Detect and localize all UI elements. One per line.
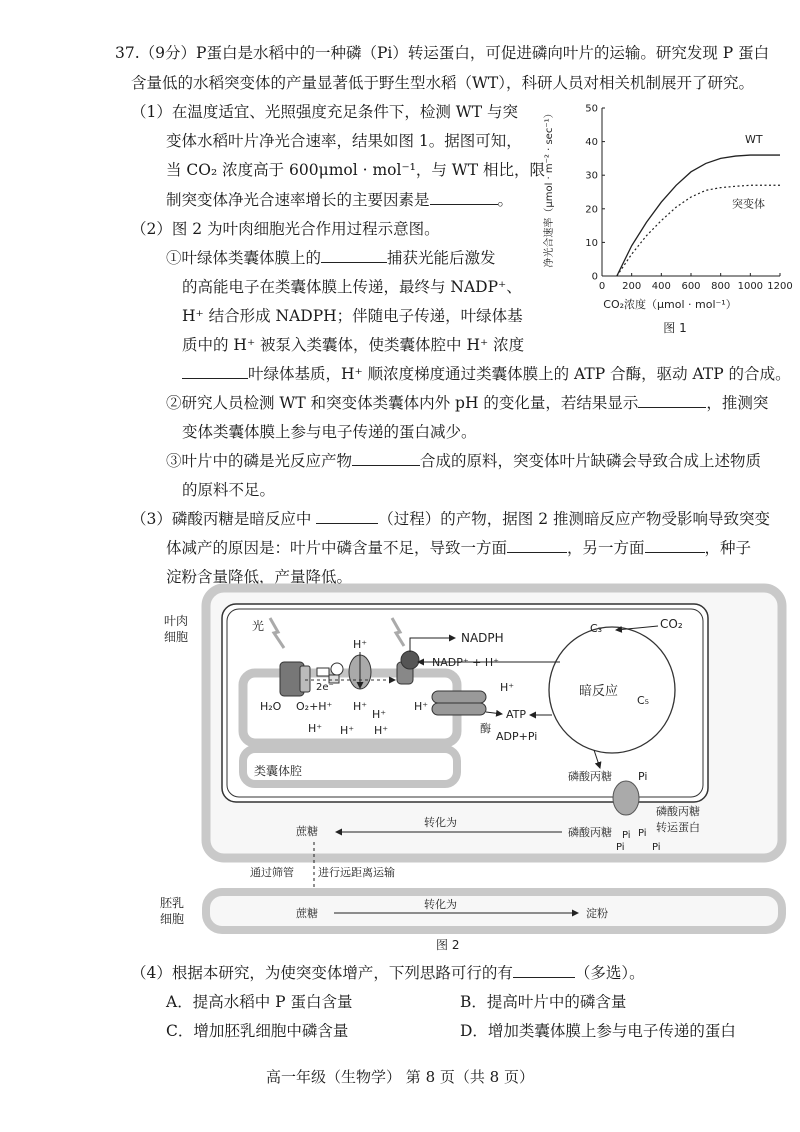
- mutant-legend-label: 突变体: [732, 197, 765, 211]
- part2b-text: ②研究人员检测 WT 和突变体类囊体内外 pH 的变化量，若结果显示: [166, 394, 639, 412]
- pi-label: Pi: [616, 842, 625, 853]
- part2b-line-1: [166, 392, 768, 414]
- h-plus-label: H⁺: [353, 700, 368, 713]
- water-label: H₂O: [260, 700, 282, 713]
- transport-label-1: 通过筛管: [250, 866, 294, 879]
- y-tick-label: 40: [585, 137, 598, 149]
- figure1-chart: [540, 96, 795, 346]
- part1-line-4: [166, 189, 513, 211]
- convert-label: 转化为: [424, 898, 457, 911]
- part1-line-2: 变体水稻叶片净光合速率，结果如图 1。据图可知，: [166, 132, 522, 150]
- answer-blank[interactable]: [182, 363, 248, 379]
- transporter-icon: [613, 781, 639, 815]
- answer-blank[interactable]: [645, 537, 705, 553]
- part3-line-3: 淀粉含量降低，产量降低。: [166, 568, 353, 586]
- option-a[interactable]: A．提高水稻中 P 蛋白含量: [166, 993, 353, 1011]
- light-label: 光: [252, 619, 265, 633]
- pi-label: Pi: [638, 828, 647, 839]
- y-tick-label: 30: [585, 170, 598, 182]
- h-plus-label: H⁺: [308, 722, 323, 735]
- option-c[interactable]: C．增加胚乳细胞中磷含量: [166, 1022, 349, 1040]
- part2c-line-1: [166, 450, 761, 472]
- h-plus-label: H⁺: [353, 638, 368, 651]
- x-tick-label: 400: [651, 281, 671, 292]
- part4-text: （4）根据本研究，为使突变体增产，下列思路可行的有: [131, 964, 513, 982]
- x-axis-label: CO₂浓度（μmol · mol⁻¹）: [603, 298, 737, 311]
- chart-series: [617, 133, 780, 276]
- co2-label: CO₂: [660, 617, 683, 631]
- part2a-text-2: 捕获光能后激发: [387, 249, 496, 267]
- sucrose-endosperm-label: 蔗糖: [296, 907, 318, 920]
- oxygen-label: O₂+H⁺: [296, 700, 333, 713]
- nadp-label: NADP⁺ + H⁺: [432, 656, 499, 669]
- part2a-line-5: [182, 363, 791, 385]
- x-tick-label: 0: [598, 281, 606, 292]
- wt-series-line: [617, 155, 780, 276]
- part3-text-4: ，另一方面: [567, 539, 645, 557]
- transporter-label-2: 转运蛋白: [656, 821, 700, 834]
- option-b[interactable]: B．提高叶片中的磷含量: [460, 993, 627, 1011]
- part2a-line-3: H⁺ 结合形成 NADPH；伴随电子传递，叶绿体基: [182, 307, 523, 325]
- answer-blank[interactable]: [513, 962, 575, 978]
- h-plus-label: H⁺: [372, 708, 387, 721]
- y-tick-label: 0: [591, 271, 598, 283]
- part3-text: （3）磷酸丙糖是暗反应中: [131, 510, 317, 528]
- electron-label: 2e⁻: [316, 682, 334, 693]
- pi-label: Pi: [638, 770, 648, 783]
- triose-phosphate-cytosol-label: 磷酸丙糖: [568, 826, 612, 839]
- endosperm-cell: [206, 892, 782, 930]
- x-tick-label: 200: [622, 281, 642, 292]
- atp-synthase-icon: [432, 703, 486, 715]
- part2-line-1: （2）图 2 为叶肉细胞光合作用过程示意图。: [131, 220, 440, 238]
- mesophyll-label-2: 细胞: [164, 630, 189, 644]
- part3-line-1: [131, 508, 770, 530]
- x-tick-label: 800: [711, 281, 731, 292]
- part1-line-1: （1）在温度适宜、光照强度充足条件下，检测 WT 与突: [131, 103, 518, 121]
- answer-blank[interactable]: [430, 189, 498, 205]
- c5-label: C₅: [637, 694, 650, 707]
- part2a-text: ①叶绿体类囊体膜上的: [166, 249, 322, 267]
- answer-blank[interactable]: [507, 537, 567, 553]
- answer-blank[interactable]: [316, 508, 378, 524]
- part1-line-3: 当 CO₂ 浓度高于 600μmol · mol⁻¹，与 WT 相比，限: [166, 161, 545, 179]
- part3-text-5: ，种子: [704, 539, 752, 557]
- transporter-label-1: 磷酸丙糖: [656, 805, 700, 818]
- part2a-line-2: 的高能电子在类囊体膜上传递，最终与 NADP⁺、: [182, 278, 522, 296]
- part2c-text-2: 合成的原料，突变体叶片缺磷会导致合成上述物质: [420, 452, 762, 470]
- q37-line-2: 含量低的水稻突变体的产量显著低于野生型水稻（WT），科研人员对相关机制展开了研究。: [131, 74, 755, 92]
- pi-label: Pi: [622, 830, 631, 841]
- part3-text-3: 体减产的原因是：叶片中磷含量不足，导致一方面: [166, 539, 508, 557]
- x-tick-label: 1200: [767, 281, 793, 292]
- y-tick-label: 10: [585, 237, 598, 249]
- pi-label: Pi: [652, 842, 661, 853]
- adp-label: ADP+Pi: [496, 730, 538, 743]
- endosperm-label-2: 细胞: [160, 912, 185, 926]
- part2b-line-2: 变体类囊体膜上参与电子传递的蛋白减少。: [182, 423, 477, 441]
- photosystem-ii-icon: [300, 666, 310, 692]
- figure2-diagram: [0, 580, 800, 965]
- triose-phosphate-label: 磷酸丙糖: [568, 770, 612, 783]
- option-d[interactable]: D．增加类囊体膜上参与电子传递的蛋白: [460, 1022, 736, 1040]
- part2a-line-4: 质中的 H⁺ 被泵入类囊体，使类囊体腔中 H⁺ 浓度: [182, 336, 525, 354]
- transport-label-2: 进行远距离运输: [318, 866, 395, 879]
- atp-label: ATP: [506, 708, 527, 721]
- part1-text: 制突变体净光合速率增长的主要因素是: [166, 191, 430, 209]
- part2c-text: ③叶片中的磷是光反应产物: [166, 452, 353, 470]
- photosystem-i-icon: [401, 651, 419, 669]
- answer-blank[interactable]: [321, 247, 387, 263]
- figure2-caption: 图 2: [436, 938, 460, 952]
- enzyme-label: 酶: [480, 722, 491, 735]
- h-plus-label: H⁺: [414, 700, 429, 713]
- lumen-label: 类囊体腔: [254, 764, 303, 778]
- sucrose-label: 蔗糖: [296, 825, 318, 838]
- y-tick-label: 50: [585, 103, 598, 115]
- atp-synthase-icon: [432, 691, 486, 703]
- part3-line-2: [166, 537, 751, 559]
- dark-reaction-label: 暗反应: [579, 684, 619, 699]
- part4-line-1: [131, 962, 645, 984]
- part2a-line-1: [166, 247, 496, 269]
- y-tick-label: 20: [585, 204, 598, 216]
- wt-legend-label: WT: [745, 133, 763, 147]
- h-plus-label: H⁺: [500, 681, 515, 694]
- answer-blank[interactable]: [638, 392, 706, 408]
- h-plus-label: H⁺: [340, 724, 355, 737]
- part4-text-2: （多选）。: [574, 964, 645, 982]
- x-tick-label: 600: [681, 281, 701, 292]
- electron-carrier-icon: [317, 668, 329, 676]
- y-axis-label: 净光合速率（μmol · m⁻² · sec⁻¹）: [544, 108, 555, 268]
- part3-text-2: （过程）的产物，据图 2 推测暗反应产物受影响导致突变: [378, 510, 771, 528]
- h-plus-label: H⁺: [374, 724, 389, 737]
- c3-label: C₃: [590, 622, 603, 635]
- starch-label: 淀粉: [586, 907, 608, 920]
- mesophyll-label-1: 叶肉: [164, 614, 189, 628]
- part2a-text-5: 叶绿体基质，H⁺ 顺浓度梯度通过类囊体膜上的 ATP 合酶，驱动 ATP 的合成。: [248, 365, 791, 383]
- part2b-text-2: ，推测突: [706, 394, 769, 412]
- nadph-label: NADPH: [461, 631, 504, 645]
- q37-line-1: 37.（9分）P蛋白是水稻中的一种磷（Pi）转运蛋白，可促进磷向叶片的运输。研究发现 P 蛋白: [115, 44, 770, 62]
- electron-carrier-icon: [331, 663, 343, 675]
- convert-label: 转化为: [424, 816, 457, 829]
- endosperm-label-1: 胚乳: [160, 896, 185, 910]
- part1-end: 。: [497, 191, 514, 209]
- page-footer: 高一年级（生物学） 第 8 页（共 8 页）: [266, 1068, 534, 1086]
- answer-blank[interactable]: [352, 450, 420, 466]
- part2c-line-2: 的原料不足。: [182, 481, 276, 499]
- figure1-caption: 图 1: [663, 321, 687, 335]
- x-tick-label: 1000: [737, 281, 764, 292]
